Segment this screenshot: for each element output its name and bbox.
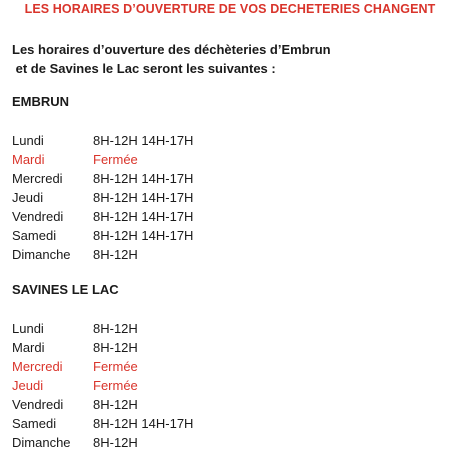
day-label: Dimanche <box>12 435 71 450</box>
day-label: Jeudi <box>12 378 44 393</box>
intro-text <box>12 40 331 78</box>
schedule-row <box>12 188 193 207</box>
day-label: Lundi <box>12 133 44 148</box>
hours-value: Fermée <box>93 152 138 167</box>
hours-value: 8H-12H <box>93 340 138 355</box>
day-label: Mercredi <box>12 359 63 374</box>
schedule-row <box>12 169 193 188</box>
hours-value: Fermée <box>93 378 138 393</box>
day-label: Samedi <box>12 228 57 243</box>
day-label: Dimanche <box>12 247 71 262</box>
schedule-row <box>12 319 193 338</box>
intro-line-1: Les horaires d’ouverture des déchèteries d’Embrun <box>12 42 331 57</box>
hours-value: 8H-12H 14H-17H <box>93 133 194 148</box>
savines-title: SAVINES LE LAC <box>12 282 119 297</box>
schedule-row-closed <box>12 376 193 395</box>
embrun-title: EMBRUN <box>12 94 70 109</box>
headline: LES HORAIRES D’OUVERTURE DE VOS DECHETERIES CHANGENT <box>24 2 436 16</box>
embrun-schedule <box>12 131 193 264</box>
hours-value: 8H-12H 14H-17H <box>93 416 194 431</box>
hours-value: Fermée <box>93 359 138 374</box>
schedule-row <box>12 395 193 414</box>
schedule-row <box>12 131 193 150</box>
hours-value: 8H-12H 14H-17H <box>93 171 194 186</box>
schedule-row <box>12 245 193 264</box>
day-label: Vendredi <box>12 209 64 224</box>
day-label: Mercredi <box>12 171 63 186</box>
schedule-row-closed <box>12 357 193 376</box>
hours-value: 8H-12H 14H-17H <box>93 228 194 243</box>
day-label: Lundi <box>12 321 44 336</box>
savines-schedule <box>12 319 193 452</box>
day-label: Mardi <box>12 152 45 167</box>
hours-value: 8H-12H 14H-17H <box>93 190 194 205</box>
schedule-row <box>12 338 193 357</box>
schedule-row <box>12 207 193 226</box>
hours-value: 8H-12H 14H-17H <box>93 209 194 224</box>
day-label: Jeudi <box>12 190 44 205</box>
day-label: Samedi <box>12 416 57 431</box>
day-label: Vendredi <box>12 397 64 412</box>
schedule-row <box>12 414 193 433</box>
hours-value: 8H-12H <box>93 247 138 262</box>
hours-value: 8H-12H <box>93 435 138 450</box>
schedule-row <box>12 226 193 245</box>
hours-value: 8H-12H <box>93 321 138 336</box>
schedule-row-closed <box>12 150 193 169</box>
schedule-row <box>12 433 193 452</box>
intro-line-2: et de Savines le Lac seront les suivantes : <box>12 61 276 76</box>
hours-value: 8H-12H <box>93 397 138 412</box>
day-label: Mardi <box>12 340 45 355</box>
